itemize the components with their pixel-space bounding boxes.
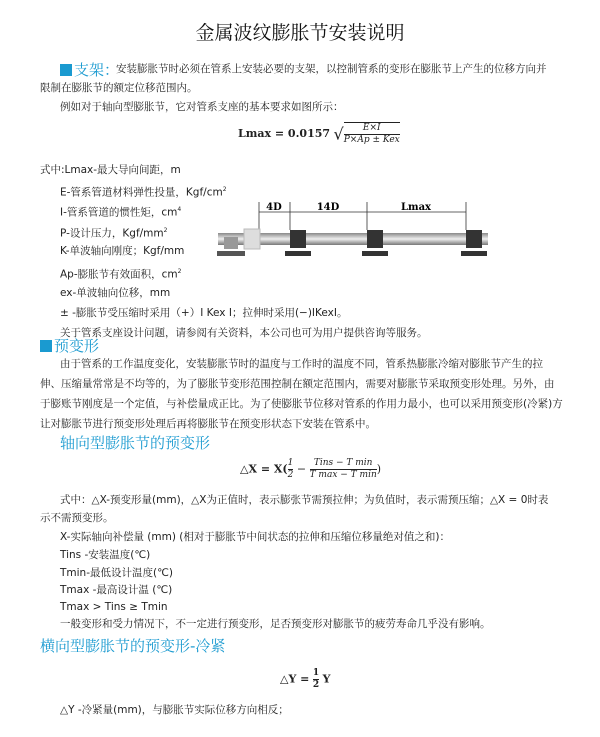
def-line: K-单波轴向刚度；Kgf/mm [60,245,185,257]
para-line: Tmax > Tins ≥ Tmin [60,601,168,613]
formula-lhs: Lmax = 0.0157 [238,127,331,140]
bellows [244,229,260,249]
def-line: ± -膨胀节受压缩时采用（+）I Kex I；拉伸时采用(−)IKexI。 [60,307,348,319]
para-line: 式中：△X-预变形量(mm)，△X为正值时，表示膨张节需预拉伸；为负值时，表示需预压缩；△X = 0时表 [60,494,549,506]
para-line: 让对膨胀节进行预变形处理后再将膨胀节在预变形状态下安装在管系中。 [40,418,376,430]
para-line: Tins -安装温度(℃) [60,549,151,561]
formula-num: E×I [344,123,400,135]
support-left [224,237,238,249]
dim-label-lmax: Lmax [400,202,432,213]
heading-text: 支架： [74,61,120,79]
def-line: Ap-膨胀节有效面积，$cm^2$ [60,268,182,281]
support-line: 安装膨胀节时必须在管系上安装必要的支架，以控制管系的变形在膨胀节上产生的位移方向并 [116,63,547,75]
para-line: 由于管系的工作温度变化，安装膨胀节时的温度与工作时的温度不同，管系热膨胀冷缩对膨胀节产生的拉 [60,358,543,370]
para-line: 伸、压缩量常常是不均等的，为了膨胀节变形范围控制在额定范围内，需要对膨胀节采取预变形处理。另外，由 [40,378,555,390]
para-line: X-实际轴向补偿量 (mm) (相对于膨胀节中间状态的拉伸和压缩位移量绝对值之和)： [60,531,450,543]
def-line: E-管系管道材料弹性投量，Kgf/$cm^2$ [60,186,227,199]
def-line: I-管系管道的惯性矩，$cm^4$ [60,206,182,219]
def-line: ex-单波轴向位移，mm [60,287,171,299]
para-line: 于膨账节刚度是一个定值，与补偿量成正比。为了使膨胀节位移对管系的作用力最小，也可以采用预变形(冷紧)方 [40,398,563,410]
deltay-formula: △Y = $\frac{1}{2}$ Y [280,668,331,690]
para-line: Tmax -最高设计温 (℃) [60,584,173,596]
def-line: 关于管系支座设计问题，请参阅有关资料，本公司也可为用户提供咨询等服务。 [60,327,428,339]
lateral-heading: 横向型膨胀节的预变形-冷紧 [40,637,226,655]
formula-den: P×Ap ± Kex [343,135,400,145]
predeform-heading: 预变形 [40,335,99,356]
support-line: 限制在膨胀节的额定位移范围内。 [40,82,198,94]
axial-heading: 轴向型膨胀节的预变形 [60,434,211,452]
para-line: 示不需预变形。 [40,512,114,524]
dim-label-4d: 4D [266,202,282,213]
sqrt-icon: √ [333,124,344,144]
deltax-formula: △X = X( $\frac{1}{2}$ − $\frac{\text{Tins − T min}}{\text{T max − T min}}$ ) [240,458,382,480]
support-line: 例如对于轴向型膨胀节，它对管系支座的基本要求如图所示： [60,101,344,113]
square-bullet-icon [40,340,52,352]
dim-label-14d: 14D [316,202,340,213]
def-line: 式中:Lmax-最大导向间距，m [40,164,181,176]
para-line: △Y -冷紧量(mm)，与膨胀节实际位移方向相反； [60,704,289,716]
para-line: Tmin-最低设计温度(℃) [60,567,173,579]
para-line: 一般变形和受力情况下，不一定进行预变形，足否预变形对膨胀节的疲劳寿命几乎没有影响。 [60,618,491,630]
def-line: P-设计压力，Kgf/$mm^2$ [60,227,168,240]
page-title: 金属波纹膨胀节安装说明 [195,22,405,44]
